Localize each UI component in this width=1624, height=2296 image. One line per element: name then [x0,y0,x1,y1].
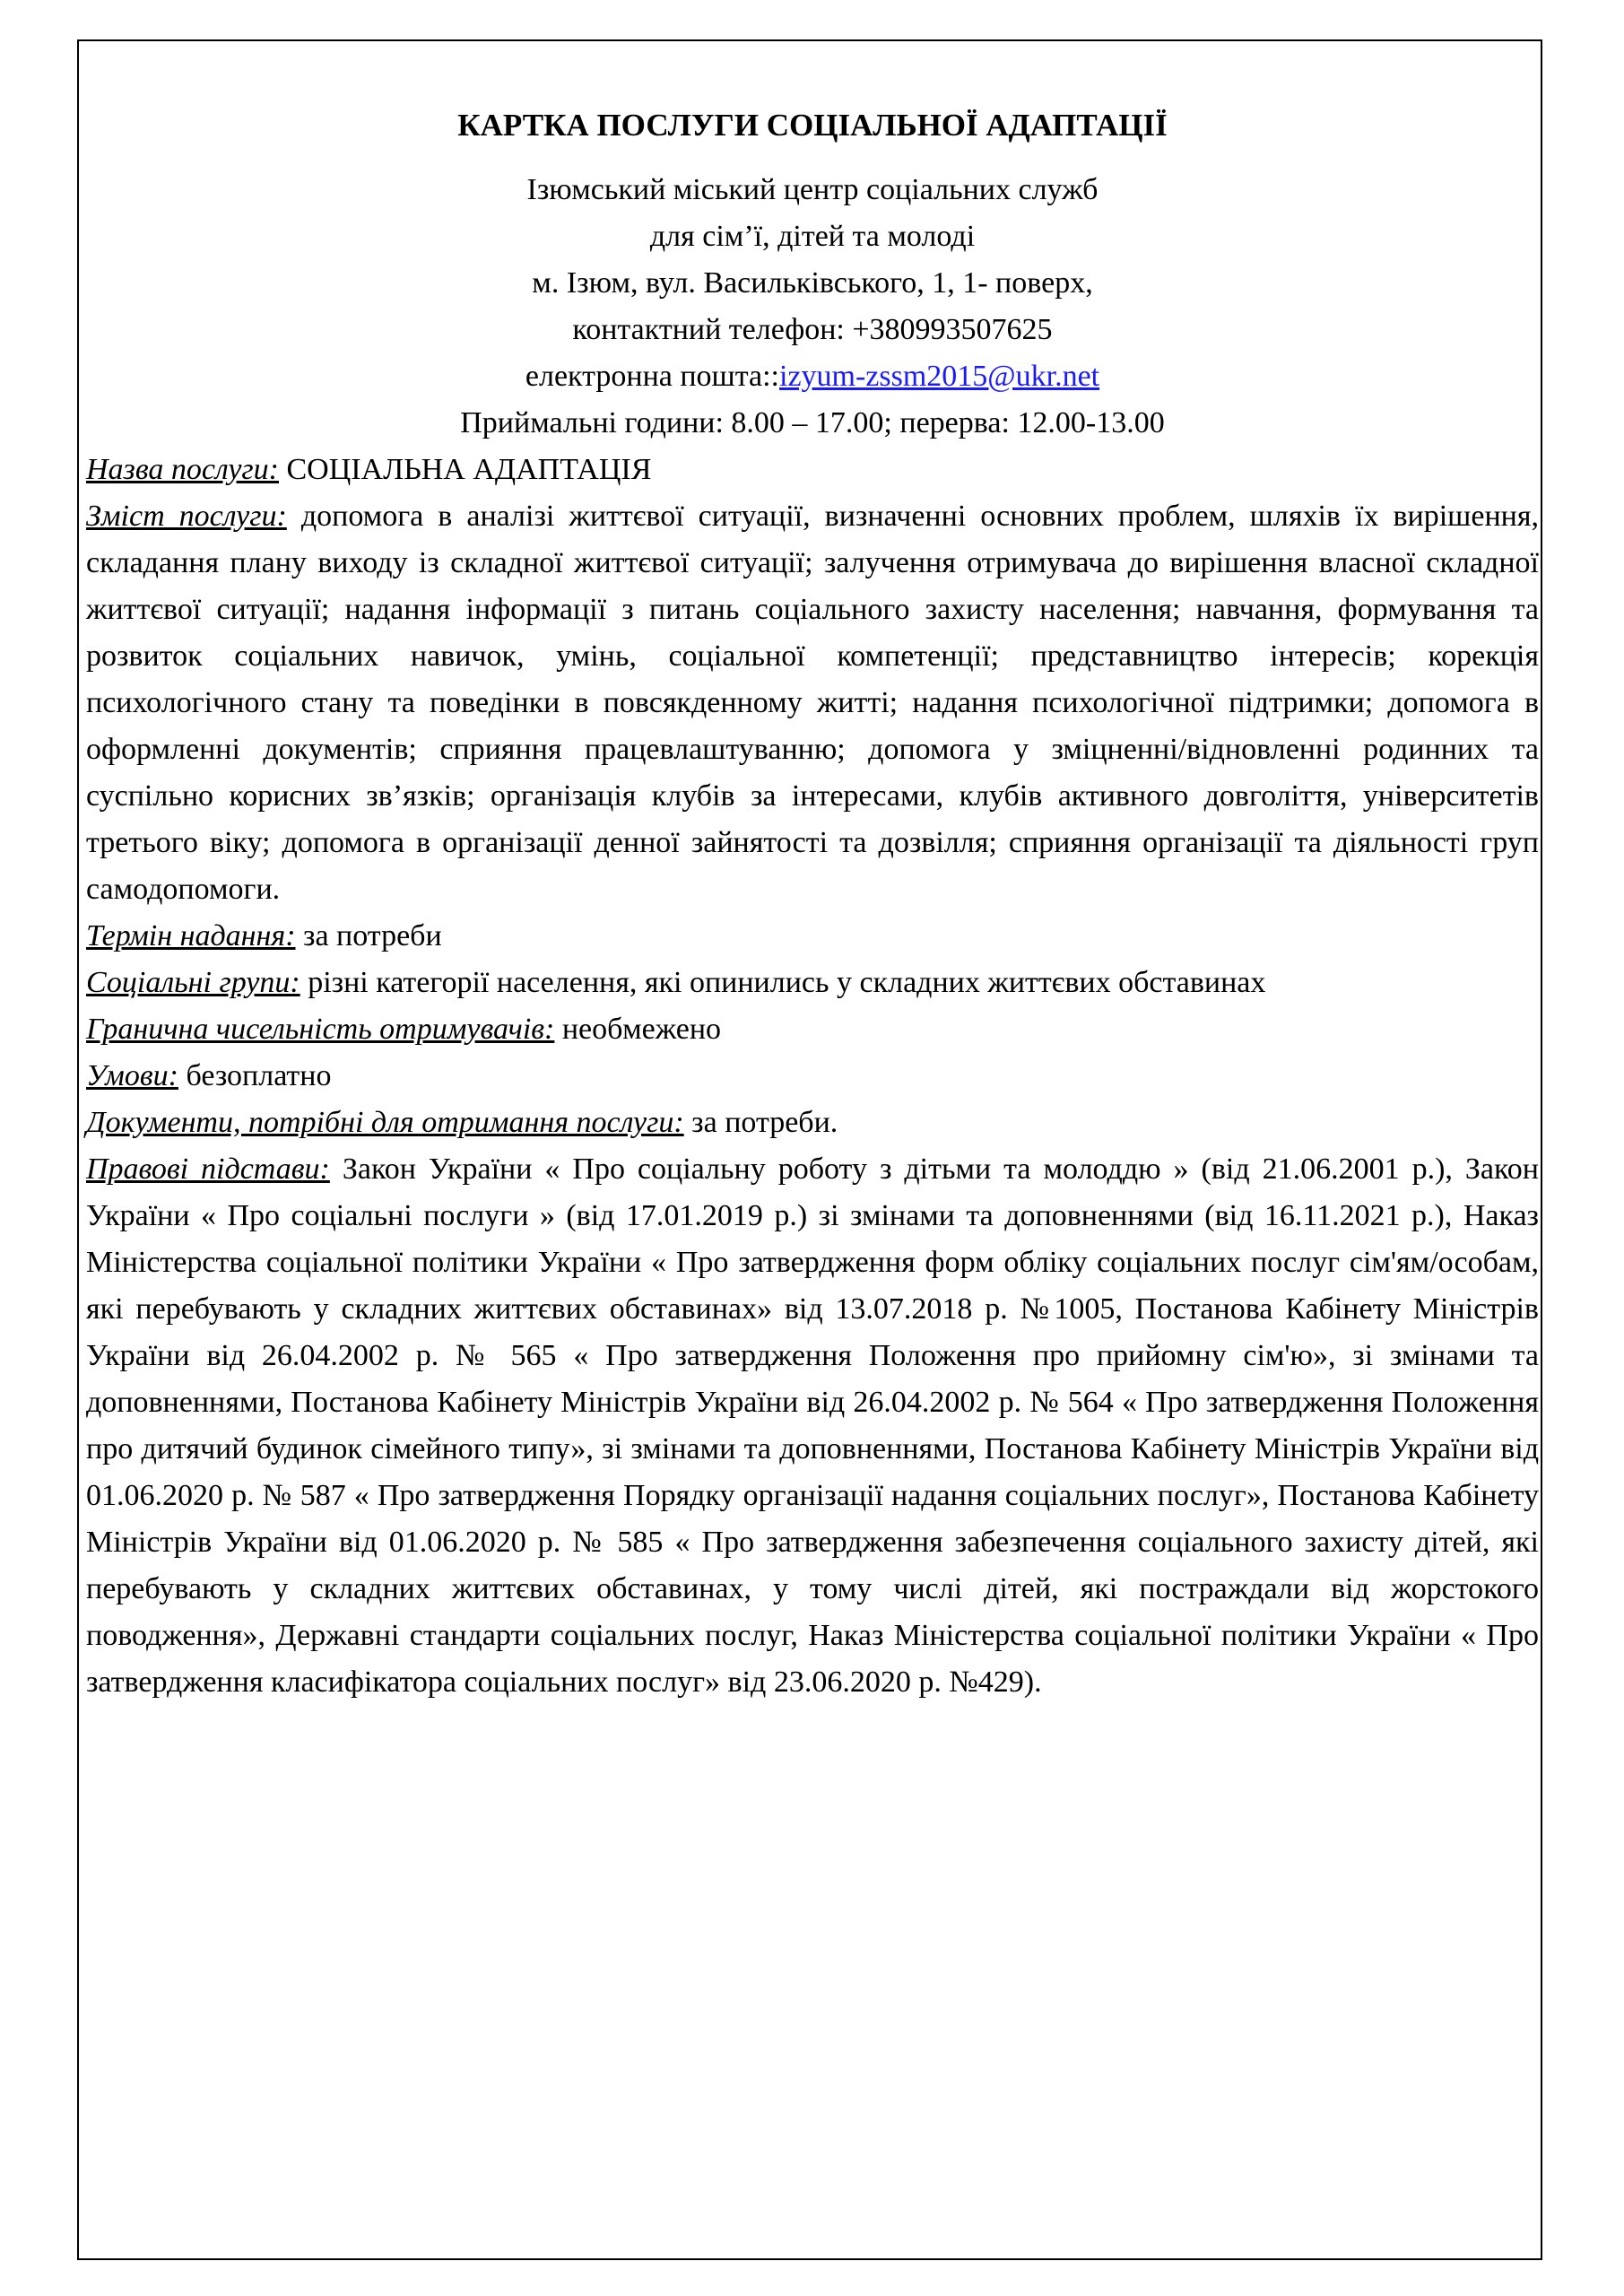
field-label: Умови: [86,1059,178,1092]
card-title: КАРТКА ПОСЛУГИ СОЦІАЛЬНОЇ АДАПТАЦІЇ [457,108,1168,143]
field-label: Документи, потрібні для отримання послуги: [86,1106,684,1139]
field-service-name [86,447,1539,493]
org-name-line: Ізюмський міський центр соціальних служб [526,173,1099,206]
field-recipient-limit [86,1006,1539,1053]
email-label: електронна пошта:: [525,360,779,393]
field-value: за потреби. [683,1106,838,1139]
address-line: м. Ізюм, вул. Васильківського, 1, 1- поверх, [532,266,1093,300]
field-service-content [86,493,1539,913]
field-value: Закон України « Про соціальну роботу з дітьми та молоддю » (від 21.06.2001 р.), Закон України « Про соціальні послуги » (від 17.01.2019 р.) зі змінами та доповненнями (від 16.11.2021 р.), Наказ Міністерства соціальної політики України « Про затвердження форм обліку соціальних послуг сім'ям/особам, які перебувають у складних життєвих обставинах» від 13.07.2018 р. №1005, Постанова Кабінету Міністрів України від 26.04.2002 р. № 565 « Про затвердження Положення про прийомну сім'ю», зі змінами та доповненнями, Постанова Кабінету Міністрів України від 26.04.2002 р. № 564 « Про затвердження Положення про дитячий будинок сімейного типу», зі змінами та доповненнями, Постанова Кабінету Міністрів України від 01.06.2020 р. № 587 « Про затвердження Порядку організації надання соціальних послуг», Постанова Кабінету Міністрів України від 01.06.2020 р. № 585 « Про затвердження забезпечення соціального захисту дітей, які перебувають у складних життєвих обставинах, у тому числі дітей, які постраждали від жорстокого поводження», Державні стандарти соціальних послуг, Наказ Міністерства соціальної політики України « Про затвердження класифікатора соціальних послуг» від 23.06.2020 р. №429). [86,1152,1540,1699]
email-line [86,353,1539,400]
field-label: Правові підстави: [86,1152,330,1186]
field-value: необмежено [554,1013,722,1046]
field-label: Термін надання: [86,919,296,952]
phone-line: контактний телефон: +380993507625 [572,313,1053,346]
service-card [86,102,1539,1706]
field-value: за потреби [295,919,442,952]
field-label: Гранична чисельність отримувачів: [86,1013,555,1046]
field-value: допомога в аналізі життєвої ситуації, визначенні основних проблем, шляхів їх вирішення, складання плану виходу із складної життєвої ситуації; залучення отримувача до вирішення власної складної життєвої ситуації; надання інформації з питань соціального захисту населення; навчання, формування та розвиток соціальних навичок, умінь, соціальної компетенції; представництво інтересів; корекція психологічного стану та поведінки в повсякденному житті; надання психологічної підтримки; допомога в оформленні документів; сприяння працевлаштуванню; допомога у зміцненні/відновленні родинних та суспільно корисних зв’язків; організація клубів за інтересами, клубів активного довголіття, університетів третього віку; допомога в організації денної зайнятості та дозвілля; сприяння організації та діяльності груп самодопомоги. [86,500,1539,906]
field-social-groups [86,960,1539,1006]
field-value: СОЦІАЛЬНА АДАПТАЦІЯ [279,453,652,486]
email-link[interactable]: izyum-zssm2015@ukr.net [779,360,1100,393]
field-documents [86,1100,1539,1146]
field-term [86,913,1539,960]
field-conditions [86,1053,1539,1100]
field-value: різні категорії населення, які опинились у складних життєвих обставинах [300,966,1266,999]
field-value: безоплатно [178,1059,332,1092]
field-legal-basis [86,1146,1539,1706]
field-label: Назва послуги: [86,453,279,486]
field-label: Зміст послуги: [86,500,287,533]
hours-line: Приймальні години: 8.00 – 17.00; перерва: 12.00-13.00 [460,406,1165,439]
field-label: Соціальні групи: [86,966,300,999]
org-name-line: для сім’ї, дітей та молоді [649,220,976,253]
